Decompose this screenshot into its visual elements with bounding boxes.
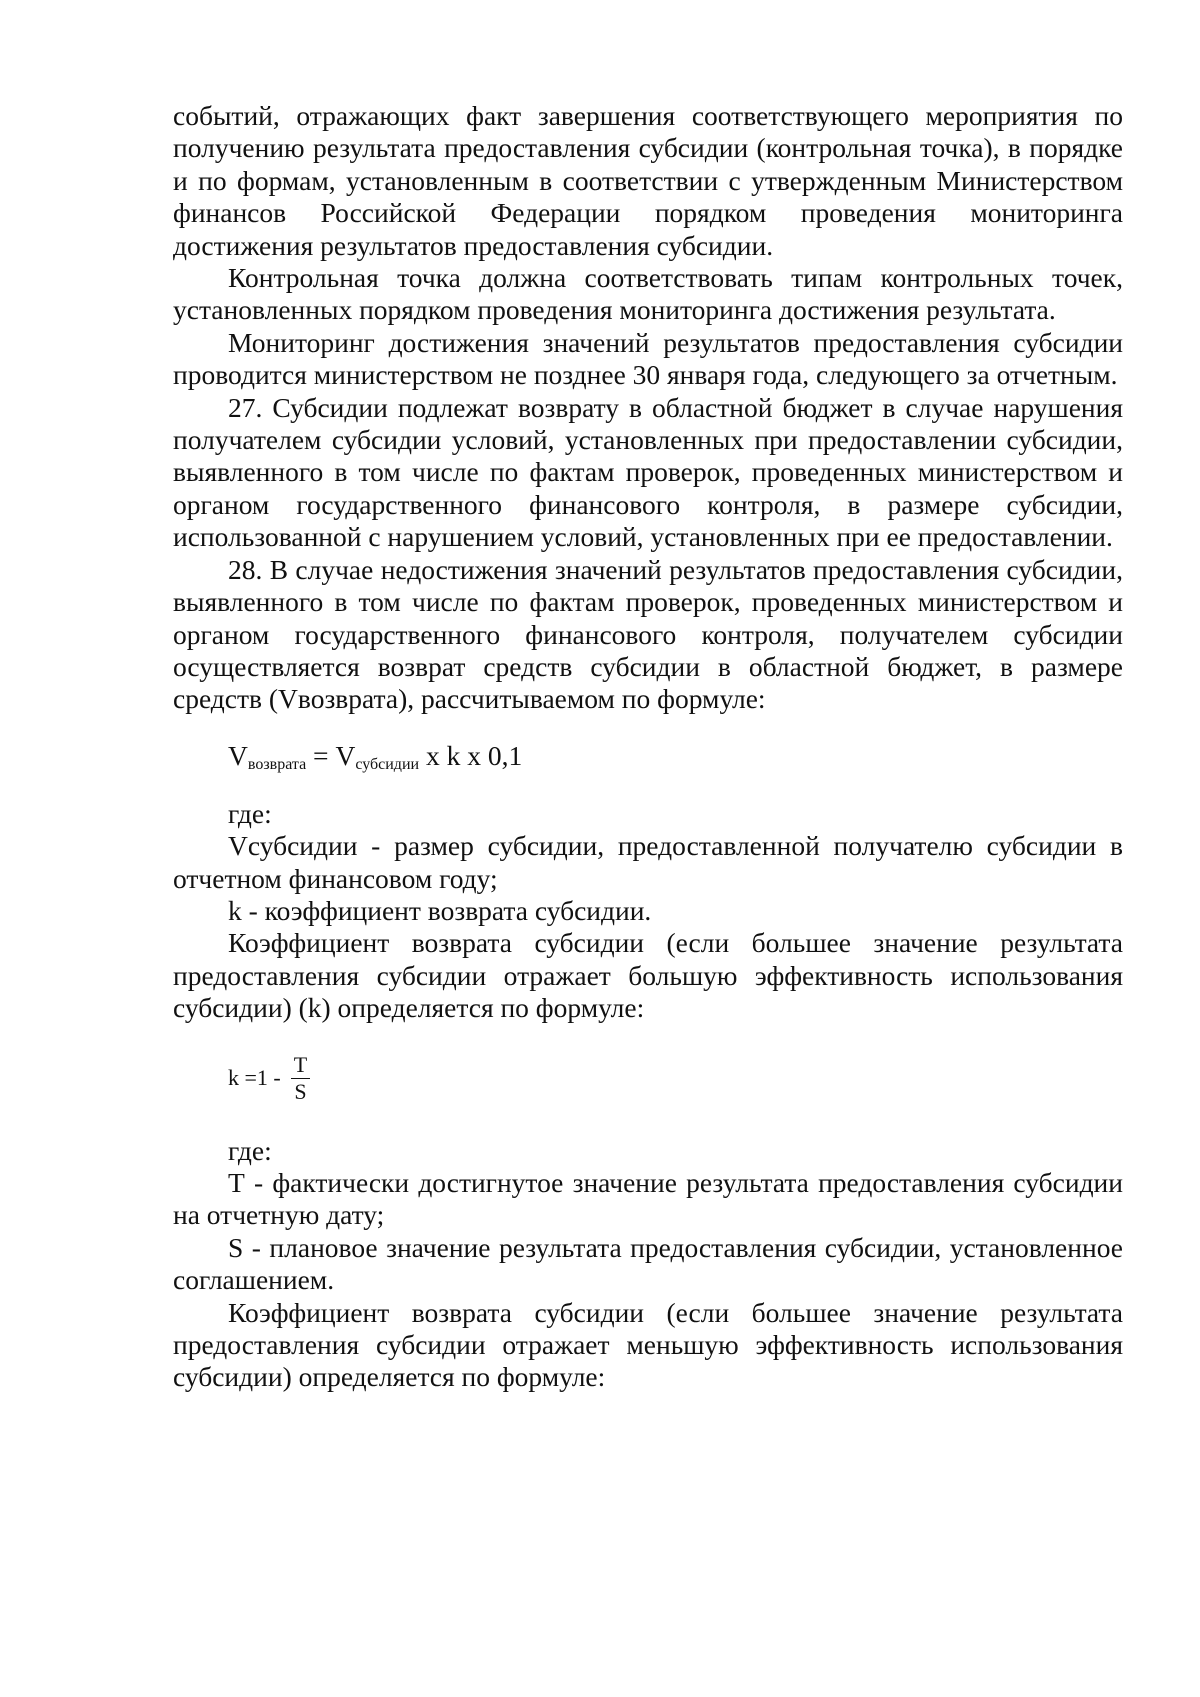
fraction-numerator: T	[291, 1052, 310, 1079]
where-label-2: где:	[228, 1134, 272, 1166]
paragraph-clause-28: 28. В случае недостижения значений результатов предоставления субсидии, выявленного в том числе по фактам проверок, проведенных министерством и органом государственного финансового контроля, получателем субсидии осуществляется возврат средств субсидии в областной бюджет, в размере средств (Vвозврата), рассчитываемом по формуле:	[173, 553, 1123, 715]
formula-v-subsidy: V	[335, 739, 356, 771]
formula-v-refund-sub: возврата	[247, 755, 307, 773]
paragraph-k-definition: k - коэффициент возврата субсидии.	[228, 894, 652, 926]
formula-v-refund: V	[228, 739, 248, 771]
paragraph-coefficient-less-efficiency: Коэффициент возврата субсидии (если большее значение результата предоставления субсидии отражает меньшую эффективность использования субсидии) определяется по формуле:	[173, 1296, 1123, 1393]
paragraph-coefficient-more-efficiency: Коэффициент возврата субсидии (если большее значение результата предоставления субсидии отражает большую эффективность использования субсидии) (k) определяется по формуле:	[173, 927, 1123, 1024]
paragraph-monitoring-events: событий, отражающих факт завершения соответствующего мероприятия по получению результата предоставления субсидии (контрольная точка), в порядке и по формам, установленным в соответствии с утвержденным Министерством финансов Российской Федерации порядком проведения мониторинга достижения результатов предоставления субсидии.	[173, 100, 1123, 261]
paragraph-t-definition: Т - фактически достигнутое значение результата предоставления субсидии на отчетную дату;	[173, 1166, 1123, 1231]
formula-rest: x k x 0,1	[419, 739, 523, 771]
paragraph-control-point: Контрольная точка должна соответствовать типам контрольных точек, установленных порядком проведения мониторинга достижения результата.	[173, 262, 1123, 326]
fraction-denominator: S	[294, 1079, 307, 1105]
document-page	[173, 100, 1123, 1394]
formula-v-subsidy-sub: субсидии	[355, 755, 420, 773]
paragraph-monitoring-deadline: Мониторинг достижения значений результатов предоставления субсидии проводится министерством не позднее 30 января года, следующего за отчетным.	[173, 326, 1123, 391]
paragraph-s-definition: S - плановое значение результата предоставления субсидии, установленное соглашением.	[173, 1231, 1123, 1296]
formula-equals: =	[306, 739, 336, 771]
paragraph-clause-27: 27. Субсидии подлежат возврату в областной бюджет в случае нарушения получателем субсидии условий, установленных при предоставлении субсидии, выявленного в том числе по фактам проверок, проведенных министерством и органом государственного финансового контроля, в размере субсидии, использованной с нарушением условий, установленных при ее предоставлении.	[173, 391, 1123, 553]
where-label-1: где:	[228, 797, 272, 829]
paragraph-v-subsidy-definition: Vсубсидии - размер субсидии, предоставленной получателю субсидии в отчетном финансовом году;	[173, 830, 1123, 894]
formula-fraction	[291, 1052, 310, 1105]
formula-coefficient-k	[228, 1047, 1123, 1111]
formula-refund-volume	[228, 738, 1123, 774]
formula-k-lhs: k =1 -	[228, 1065, 281, 1091]
